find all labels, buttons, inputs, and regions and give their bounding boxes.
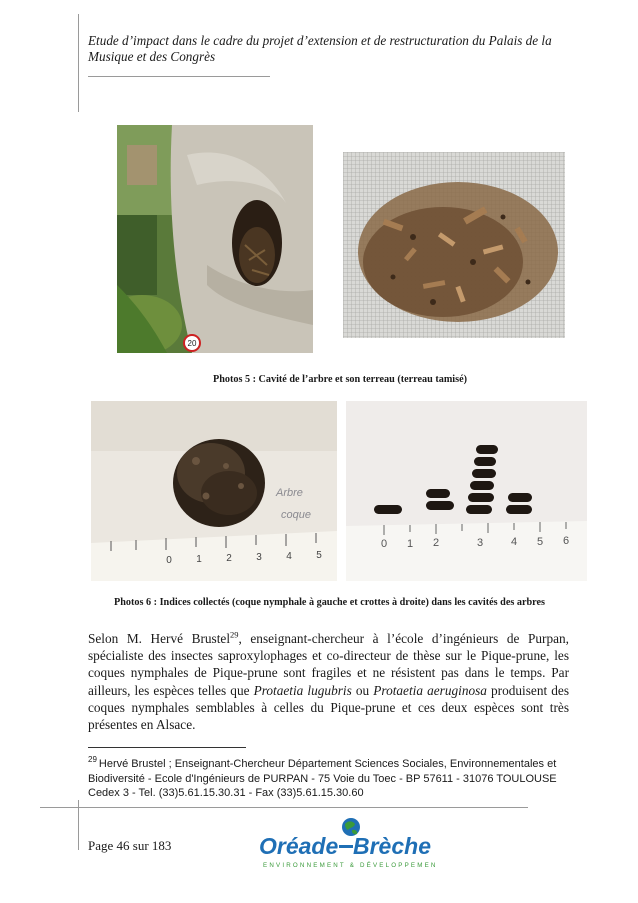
caption-photos-6: Photos 6 : Indices collectés (coque nymphale à gauche et crottes à droite) dans les cavités des arbres <box>114 597 545 608</box>
ruler-right-label-4: 4 <box>510 536 518 548</box>
footnote-number: 29 <box>88 755 97 765</box>
speed-sign-number: 20 <box>187 339 197 348</box>
logo-tagline: ENVIRONNEMENT & DÉVELOPPEMENT <box>263 862 437 869</box>
species-name-1: Protaetia lugubris <box>253 682 352 698</box>
para-text-mid: , enseignant-chercheur à l’école d’ingénieurs de Purpan, spécialiste des insectes saproxylophages et co-directeur de thèse sur le Pique-prune, les coques nymphales de Pique-prune sont fragiles et ne résistent pas dans le temps. Par ailleurs, les espèces telles que <box>88 631 569 698</box>
paper-handwriting-1: Arbre <box>276 487 303 499</box>
photo-nymphal-shell <box>91 401 337 581</box>
document-header-title: Etude d’impact dans le cadre du projet d’extension et de restructuration du Palais de la Musique et des Congrès <box>88 33 552 64</box>
para-text-start: Selon M. Hervé Brustel <box>88 631 231 646</box>
ruler-left-label-4: 4 <box>286 551 292 562</box>
species-name-2: Protaetia aeruginosa <box>373 682 487 698</box>
ruler-right-label-6: 6 <box>562 535 570 547</box>
para-text-or: ou <box>351 682 374 698</box>
ruler-left-label-5: 5 <box>316 550 322 561</box>
caption-photos-5: Photos 5 : Cavité de l’arbre et son terreau (terreau tamisé) <box>212 374 468 385</box>
left-margin-rule <box>78 14 79 112</box>
left-footer-rule <box>78 800 79 850</box>
header-underline <box>88 76 270 77</box>
body-paragraph <box>88 630 569 733</box>
footnote <box>88 757 572 801</box>
footnote-separator <box>88 747 246 748</box>
paper-handwriting-2: coque <box>281 509 311 521</box>
ruler-right-label-3: 3 <box>476 537 484 549</box>
photo-droppings <box>346 401 587 581</box>
logo-dash <box>339 845 353 848</box>
footnote-ref[interactable]: 29 <box>230 629 239 640</box>
ruler-left-label-2: 2 <box>226 553 232 564</box>
footnote-text: Hervé Brustel ; Enseignant-Chercheur Département Sciences Sociales, Environnementales et Biodiversité - Ecole d'Ingénieurs de PURPAN - 75 Voie du Toec - BP 57611 - 31076 TOULOUSE Cedex 3 - Tel. (33)5.61.15.30.31 - Fax (33)5.61.15.30.60 <box>88 758 557 800</box>
ruler-right-label-2: 2 <box>432 537 440 549</box>
bottom-rule <box>40 807 528 808</box>
ruler-right-label-1: 1 <box>406 538 414 550</box>
ruler-right-label-5: 5 <box>536 536 544 548</box>
ruler-left-label-0: 0 <box>166 555 172 566</box>
ruler-right-label-0: 0 <box>380 538 388 550</box>
company-logo <box>257 816 437 872</box>
ruler-left-label-1: 1 <box>196 554 202 565</box>
page-number: Page 46 sur 183 <box>88 838 172 853</box>
photo-sieved-soil <box>343 152 565 338</box>
logo-word-breche: Brèche <box>353 833 431 859</box>
ruler-left-label-3: 3 <box>256 552 262 563</box>
logo-word-oreade: Oréade <box>259 833 339 859</box>
photo-tree-cavity <box>117 125 313 353</box>
para-text-end: produisent des coques nymphales semblables à celles du Pique-prune et ces deux espèces sont très présentes en Alsace. <box>88 682 569 733</box>
